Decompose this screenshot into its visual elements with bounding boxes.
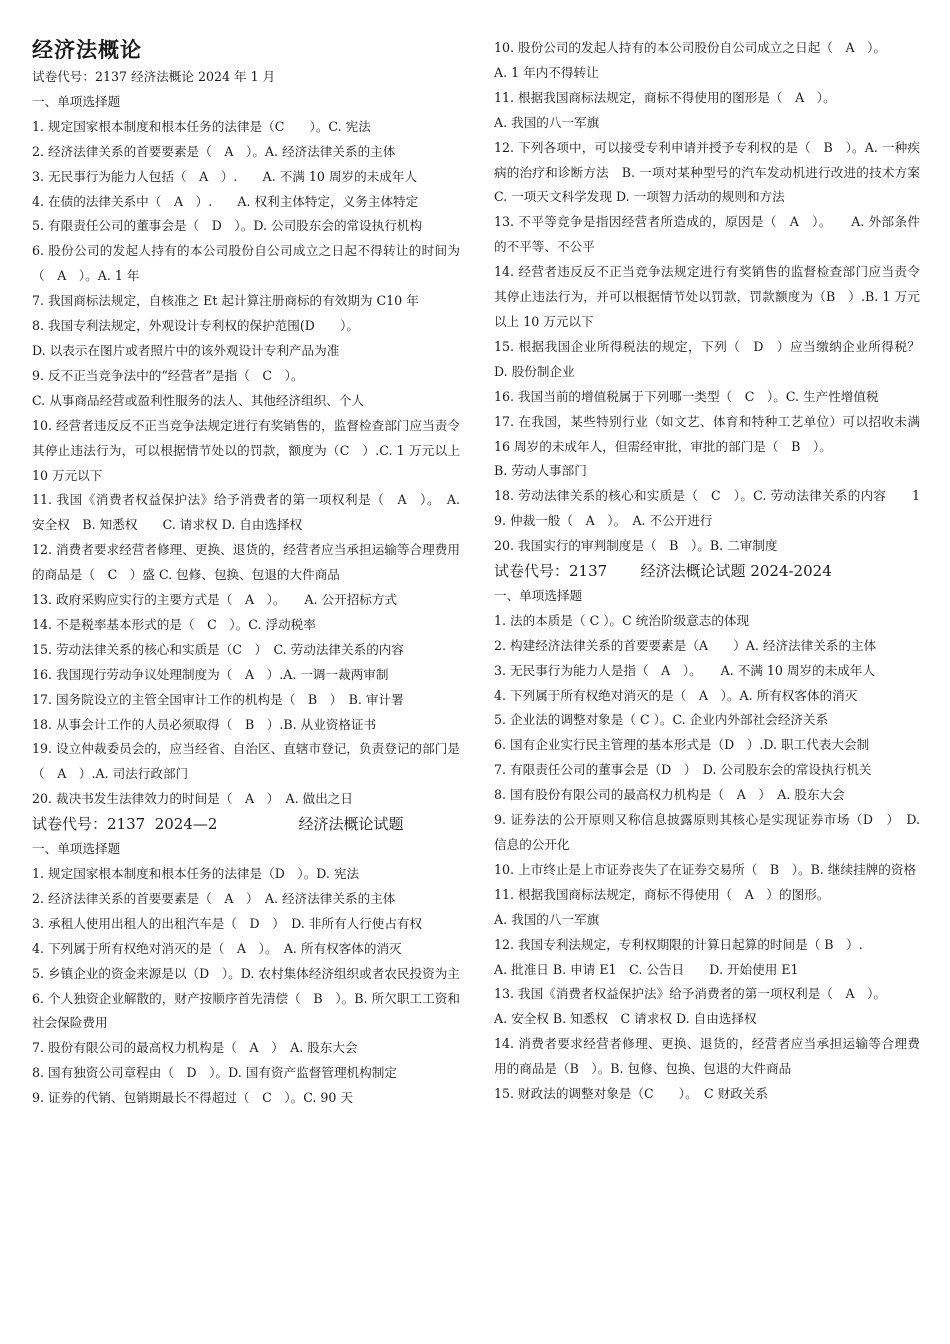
question-line: 18. 从事会计工作的人员必须取得（ B ）.B. 从业资格证书 [32,716,377,732]
question-line: 16. 我国现行劳动争议处理制度为（ A ）.A. 一调一裁两审制 [32,666,389,682]
question-line: 6. 国有企业实行民主管理的基本形式是（D ）.D. 职工代表大会制 [494,737,870,753]
question-line: 4. 下列属于所有权绝对消灭的是（ A ）。A. 所有权客体的消灭 [494,687,858,703]
question-line: 13. 我国《消费者权益保护法》给予消费者的第一项权利是（ A ）。 [494,986,887,1002]
question-line: 5. 企业法的调整对象是（ C ）。C. 企业内外部社会经济关系 [494,712,829,728]
question-line: 6. 股份公司的发起人持有的本公司股份自公司成立之日起不得转让的时间为（ A ）。A. 1 年 [32,243,460,284]
question-line: 14. 经营者违反反不正当竞争法规定进行有奖销售的监督检查部门应当责令其停止违法行为，并可以根据情节处以罚款，罚款额度为（B ）.B. 1 万元以上 10 万元以下 [494,264,920,329]
question-line: 8. 国有股份有限公司的最高权力机构是（ A ） A. 股东大会 [494,787,845,803]
question-line: 18. 劳动法律关系的核心和实质是（ C ）。C. 劳动法律关系的内容 19. 仲裁一般（ A ）。 A. 不公开进行 [494,488,920,529]
question-line: 15. 劳动法律关系的核心和实质是（C ） C. 劳动法律关系的内容 [32,641,404,657]
question-line: 13. 不平等竞争是指因经营者所造成的，原因是（ A ）。 A. 外部条件的不平等、不公平 [494,214,920,255]
question-line: 17. 在我国，某些特别行业（如文艺、体育和特种工艺单位）可以招收未满 16 周岁的未成年人，但需经审批，审批的部门是（ B ）。 [494,413,920,454]
question-line: 12. 下列各项中，可以接受专利申请并授予专利权的是（ B ）。A. 一种疾病的治疗和诊断方法 B. 一项对某种型号的汽车发动机进行改进的技术方案 C. 一项天文科学发现 D. 一项智力活动的规则和方法 [494,139,920,205]
question-line: 15. 根据我国企业所得税法的规定，下列（ D ）应当缴纳企业所得税？ D. 股份制企业 [494,338,920,379]
question-line: D. 以表示在图片或者照片中的该外观设计专利产品为准 [32,342,340,358]
right-column [494,36,920,1107]
question-line: 一、单项选择题 [32,93,121,109]
question-line: A. 安全权 B. 知悉权 C 请求权 D. 自由选择权 [494,1011,757,1027]
question-line: 1. 规定国家根本制度和根本任务的法律是（C ）。C. 宪法 [32,118,371,134]
question-line: 7. 股份有限公司的最高权力机构是（ A ） A. 股东大会 [32,1040,358,1056]
question-line: 14. 不是税率基本形式的是（ C ）。C. 浮动税率 [32,616,316,632]
question-line: 7. 我国商标法规定，自核准之 Et 起计算注册商标的有效期为 C10 年 [32,293,419,309]
question-line: 13. 政府采购应实行的主要方式是（ A ）。 A. 公开招标方式 [32,592,398,608]
question-line: 4. 下列属于所有权绝对消灭的是（ A ）。 A. 所有权客体的消灭 [32,940,402,956]
question-line: A. 批准日 B. 申请 E1 C. 公告日 D. 开始使用 E1 [494,961,799,977]
question-line: 6. 个人独资企业解散的，财产按顺序首先清偿（ B ）。B. 所欠职工工资和社会保险费用 [32,990,460,1031]
question-line: 20. 裁决书发生法律效力的时间是（ A ） A. 做出之日 [32,791,353,807]
question-line: 17. 国务院设立的主管全国审计工作的机构是（ B ） B. 审计署 [32,691,404,707]
question-line: 12. 我国专利法规定，专利权期限的计算日起算的时间是（ B ）. [494,936,863,952]
question-line: 3. 承租人使用出租人的出租汽车是（ D ） D. 非所有人行使占有权 [32,915,423,931]
question-line: 8. 国有独资公司章程由（ D ）。D. 国有资产监督管理机构制定 [32,1065,397,1081]
question-line: 9. 证券的代销、包销期最长不得超过（ C ）。C. 90 天 [32,1090,354,1106]
question-line: A. 1 年内不得转让 [494,64,599,80]
question-line: 15. 财政法的调整对象是（C ）。 C 财政关系 [494,1086,768,1102]
question-line: A. 我国的八一军旗 [494,114,600,130]
question-line: C. 从事商品经营或盈利性服务的法人、其他经济组织、个人 [32,392,365,408]
question-line: 9. 反不正当竞争法中的“经营者”是指（ C ）。 [32,367,304,383]
question-line: 3. 无民事行为能力人是指（ A ）。 A. 不满 10 周岁的未成年人 [494,662,876,678]
question-line: 10. 经营者违反反不正当竞争法规定进行有奖销售的，监督检查部门应当责令其停止违法行为，可以根据情节处以的罚款，额度为（C ）.C. 1 万元以上 10 万元以下 [32,417,460,483]
question-line: 11. 根据我国商标法规定，商标不得使用的图形是（ A ）。 [494,89,836,105]
exam-section-heading: 试卷代号：2137 2024—2 经济法概论试题 [32,815,404,834]
question-line: 1. 法的本质是（ C ）。C 统治阶级意志的体现 [494,612,750,628]
right-question-list-2 [494,584,920,1107]
right-question-list [494,36,920,559]
question-line: 8. 我国专利法规定，外观设计专利权的保护范围(D ）。 [32,318,359,334]
question-line: 3. 无民事行为能力人包括（ A ）. A. 不满 10 周岁的未成年人 [32,168,418,184]
question-line: 5. 乡镇企业的资金来源是以（D ）。D. 农村集体经济组织或者农民投资为主 [32,965,460,981]
question-line: 12. 消费者要求经营者修理、更换、退货的，经营者应当承担运输等合理费用的商品是（ C ）盛 C. 包修、包换、包退的大件商品 [32,542,460,583]
question-line: 一、单项选择题 [494,587,583,603]
question-line: B. 劳动人事部门 [494,463,587,479]
question-line: 9. 证券法的公开原则又称信息披露原则其核心是实现证券市场（D ） D. 信息的公开化 [494,812,920,852]
question-line: 10. 股份公司的发起人持有的本公司股份自公司成立之日起（ A ）。 [494,40,887,55]
question-line: 19. 设立仲裁委员会的，应当经省、自治区、直辖市登记，负责登记的部门是（ A ）.A. 司法行政部门 [32,741,460,782]
question-line: 10. 上市终止是上市证券丧失了在证券交易所（ B ）。B. 继续挂牌的资格 [494,861,917,877]
question-line: 4. 在债的法律关系中（ A ）. A. 权利主体特定，义务主体特定 [32,193,419,209]
document-title: 经济法概论 [32,37,142,62]
question-line: 7. 有限责任公司的董事会是（D ） D. 公司股东会的常设执行机关 [494,762,872,778]
question-line: 20. 我国实行的审判制度是（ B ）。B. 二审制度 [494,538,778,554]
question-line: 2. 经济法律关系的首要要素是（ A ）。A. 经济法律关系的主体 [32,143,396,159]
left-question-list [32,65,460,812]
question-line: 11. 根据我国商标法规定，商标不得使用（ A ）的图形。 [494,886,830,902]
left-question-list-2 [32,837,460,1111]
question-line: 1. 规定国家根本制度和根本任务的法律是（D ）。D. 宪法 [32,866,360,881]
question-line: 5. 有限责任公司的董事会是（ D ）。D. 公司股东会的常设执行机构 [32,218,423,234]
question-line: 试卷代号：2137 经济法概论 2024 年 1 月 [32,69,276,84]
question-line: 11. 我国《消费者权益保护法》给予消费者的第一项权利是（ A ）。 A. 安全权 B. 知悉权 C. 请求权 D. 自由选择权 [32,492,460,533]
question-line: 16. 我国当前的增值税属于下列哪一类型（ C ）。C. 生产性增值税 [494,388,879,404]
question-line: 2. 构建经济法律关系的首要要素是（A ）A. 经济法律关系的主体 [494,637,877,653]
exam-section-heading: 试卷代号：2137 经济法概论试题 2024-2024 [494,562,832,581]
question-line: 一、单项选择题 [32,841,121,857]
question-line: 2. 经济法律关系的首要要素是（ A ） A. 经济法律关系的主体 [32,890,396,906]
left-column [32,36,460,1111]
question-line: A. 我国的八一军旗 [494,911,600,927]
question-line: 14. 消费者要求经营者修理、更换、退货的，经营者应当承担运输等合理费用的商品是（B ）。B. 包修、包换、包退的大件商品 [494,1036,920,1077]
